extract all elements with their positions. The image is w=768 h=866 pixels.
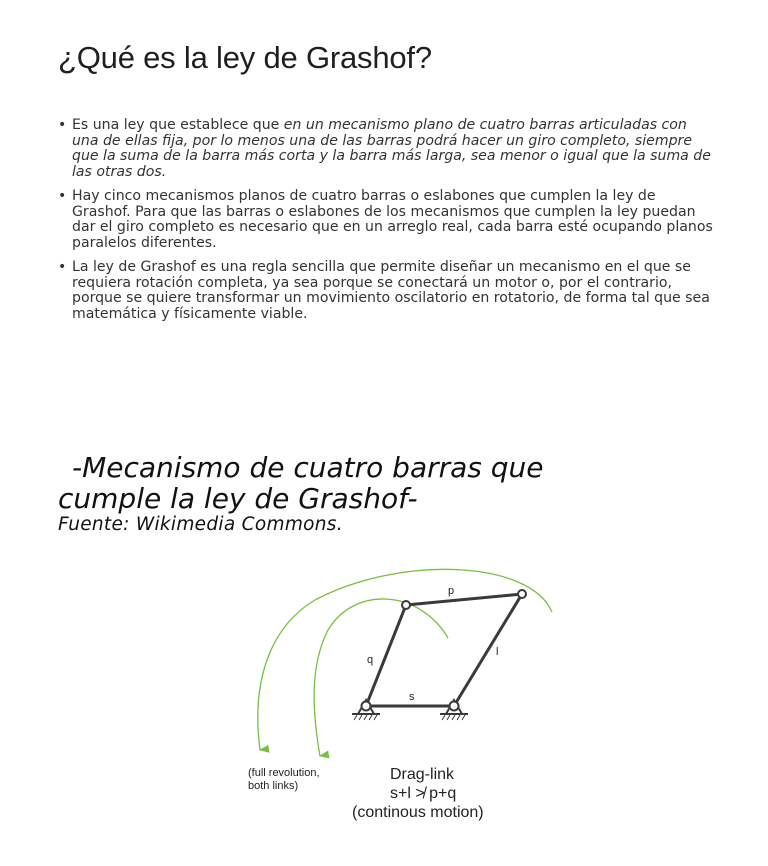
label-s: s [409,691,415,703]
diagram-formula: s+l ≯ p+q [390,785,457,802]
ground-pivot-right [440,700,468,720]
bullet-text: Hay cinco mecanismos planos de cuatro barras o eslabones que cumplen la ley de Grashof. Para que las barras o eslabones de los mecanismos que cumplen la ley puedan dar el giro completo es necesario que en un arreglo real, cada barra esté ocupando planos paralelos diferentes. [72,188,713,251]
caption-line-1: -Mecanismo de cuatro barras que [72,451,544,484]
bullet-list [56,118,716,331]
bullet-text-italic: en un mecanismo plano de cuatro barras articuladas con una de ellas fija, por lo menos una de las barras podrá hacer un giro completo, siempre que la suma de la barra más corta y la barra más larga, sea menor o igual que la suma de las otras dos. [72,117,711,180]
label-p: p [448,585,455,597]
bullet-item [56,118,716,180]
joint-top-left [402,601,410,609]
label-q: q [367,654,374,666]
joint-top-right [518,590,526,598]
caption-line-2: cumple la ley de Grashof- [58,482,418,515]
rotation-arc-inner [314,599,448,756]
ground-pivot-left [352,700,380,720]
bullet-item [56,189,716,251]
bullet-item [56,260,716,322]
link-l [454,594,522,706]
link-p [406,594,522,605]
diagram-name: Drag-link [390,766,455,783]
four-bar-linkage-diagram [230,560,560,830]
label-l: l [496,646,499,658]
caption-source: Fuente: Wikimedia Commons. [58,514,343,535]
diagram-motion: (continous motion) [352,804,484,821]
bullet-text: Es una ley que establece que [72,117,284,133]
note-line-1: (full revolution, [248,767,320,779]
page-title: ¿Qué es la ley de Grashof? [58,40,432,75]
figure-caption [58,452,738,536]
note-line-2: both links) [248,780,299,792]
bullet-text: La ley de Grashof es una regla sencilla que permite diseñar un mecanismo en el que se requiera rotación completa, ya sea porque se conectará un motor o, por el contrario, porque se quiere transformar un movimiento oscilatorio en rotatorio, de forma tal que sea matemática y físicamente viable. [72,259,710,322]
